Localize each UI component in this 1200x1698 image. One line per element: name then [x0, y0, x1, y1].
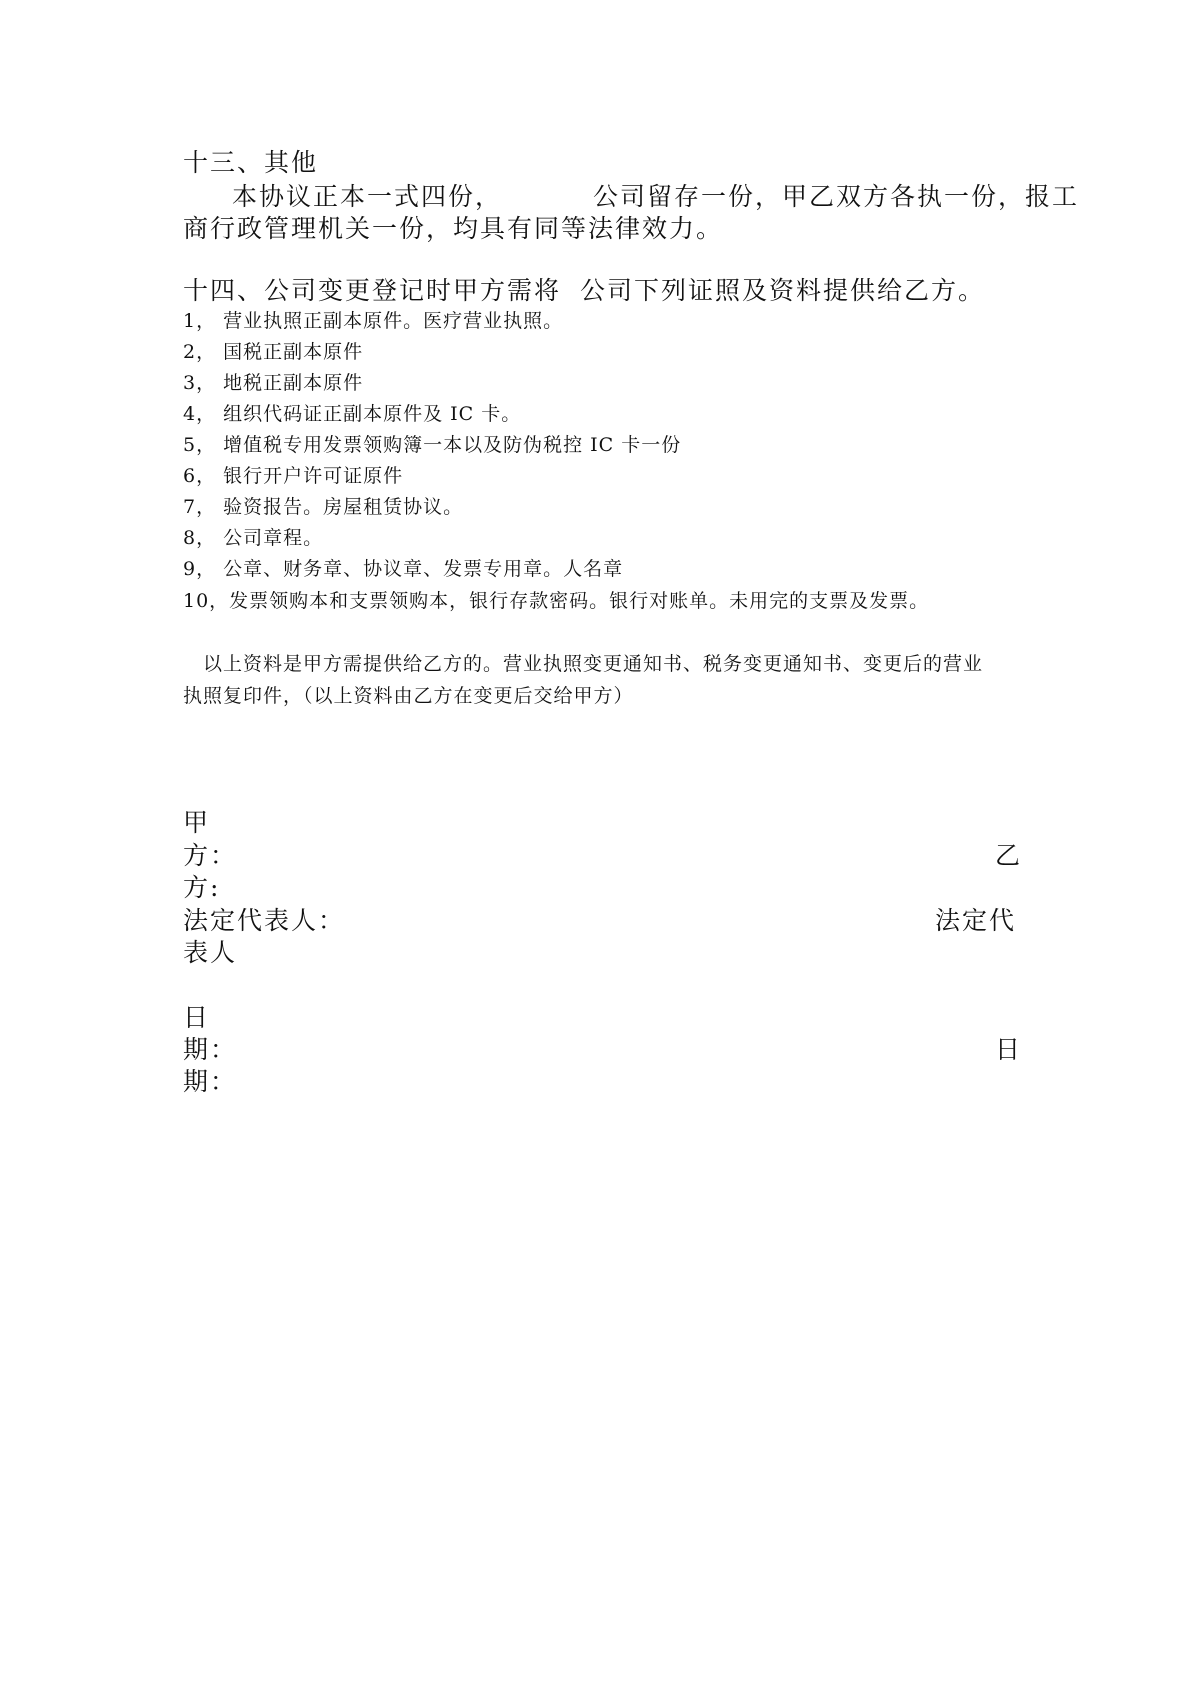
party-b-date-label-line2: 期：	[183, 1067, 238, 1096]
list-item: 3， 地税正副本原件	[183, 372, 364, 394]
party-b-legal-rep-label-line1: 法定代	[935, 906, 1017, 935]
list-item: 10，发票领购本和支票领购本，银行存款密码。银行对账单。未用完的支票及发票。	[183, 590, 930, 612]
list-item: 9， 公章、财务章、协议章、发票专用章。人名章	[183, 558, 624, 580]
materials-note-line2: 执照复印件，（以上资料由乙方在变更后交给甲方）	[183, 685, 634, 707]
party-a-label-line1: 甲	[183, 808, 211, 837]
list-item: 5， 增值税专用发票领购簿一本以及防伪税控 IC 卡一份	[183, 434, 682, 456]
section-14-heading-part1: 十四、公司变更登记时甲方需将	[183, 276, 562, 305]
section-13-paragraph-line2: 商行政管理机关一份，均具有同等法律效力。	[183, 214, 724, 243]
list-item: 8， 公司章程。	[183, 527, 324, 549]
list-item: 6， 银行开户许可证原件	[183, 465, 404, 487]
section-13-heading: 十三、其他	[183, 148, 319, 177]
list-item: 2， 国税正副本原件	[183, 341, 364, 363]
party-b-label-line1: 乙	[995, 841, 1023, 870]
section-13-paragraph-part1: 本协议正本一式四份，	[232, 182, 503, 211]
list-item: 1， 营业执照正副本原件。医疗营业执照。	[183, 310, 564, 332]
party-b-label-line2: 方:	[183, 873, 221, 902]
section-13-paragraph-part2: 公司留存一份，甲乙双方各执一份，报工	[593, 182, 1080, 211]
party-a-legal-rep-label: 法定代表人：	[183, 906, 346, 935]
party-a-date-label-line1: 日	[183, 1003, 211, 1032]
list-item: 7， 验资报告。房屋租赁协议。	[183, 496, 464, 518]
party-b-date-label-line1: 日	[995, 1035, 1023, 1064]
list-item: 4， 组织代码证正副本原件及 IC 卡。	[183, 403, 522, 425]
party-b-legal-rep-label-line2: 表人	[183, 938, 238, 967]
party-a-label-line2: 方：	[183, 841, 238, 870]
section-14-heading-part2: 公司下列证照及资料提供给乙方。	[580, 276, 986, 305]
party-a-date-label-line2: 期：	[183, 1035, 238, 1064]
materials-note-line1: 以上资料是甲方需提供给乙方的。营业执照变更通知书、税务变更通知书、变更后的营业	[203, 653, 984, 675]
